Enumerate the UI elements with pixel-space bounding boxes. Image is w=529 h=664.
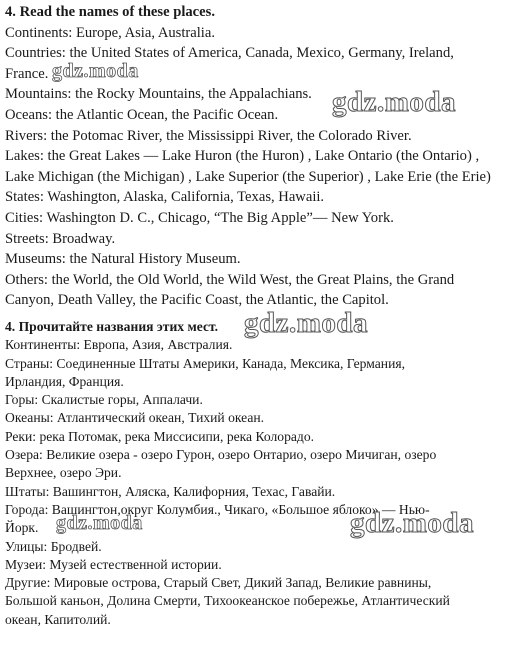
english-line-others-cont: Canyon, Death Valley, the Pacific Coast, the Atlantic, the Capitol. xyxy=(5,292,389,309)
english-line-museums: Museums: the Natural History Museum. xyxy=(5,251,241,268)
russian-line-mountains: Горы: Скалистые горы, Аппалачи. xyxy=(5,392,203,408)
russian-line-others-cont: Большой каньон, Долина Смерти, Тихоокеанское побережье, Атлантический xyxy=(5,593,450,609)
english-line-countries-cont: France. xyxy=(5,65,49,82)
english-line-oceans: Oceans: the Atlantic Ocean, the Pacific Ocean. xyxy=(5,106,279,123)
russian-line-oceans: Океаны: Атлантический океан, Тихий океан. xyxy=(5,410,265,426)
english-line-states: States: Washington, Alaska, California, Texas, Hawaii. xyxy=(5,189,325,206)
english-line-lakes-cont: Lake Michigan (the Michigan) , Lake Superior (the Superior) , Lake Erie (the Erie) xyxy=(5,168,491,185)
russian-line-cities-cont: Йорк. xyxy=(5,520,39,536)
english-heading: 4. Read the names of these places. xyxy=(5,4,215,20)
watermark: gdz.moda xyxy=(56,512,143,534)
english-line-rivers: Rivers: the Potomac River, the Mississippi River, the Colorado River. xyxy=(5,127,412,144)
english-line-continents: Continents: Europe, Asia, Australia. xyxy=(5,24,215,41)
russian-line-rivers: Реки: река Потомак, река Миссисипи, река Колорадо. xyxy=(5,428,315,444)
russian-line-states: Штаты: Вашингтон, Аляска, Калифорния, Техас, Гавайи. xyxy=(5,483,336,499)
russian-section xyxy=(5,318,525,629)
russian-line-others-cont2: океан, Капитолий. xyxy=(5,611,111,627)
russian-line-countries: Страны: Соединенные Штаты Америки, Канада, Мексика, Германия, xyxy=(5,355,405,371)
english-line-cities: Cities: Washington D. C., Chicago, “The Big Apple”— New York. xyxy=(5,209,394,226)
english-line-mountains: Mountains: the Rocky Mountains, the Appalachians. xyxy=(5,86,312,103)
english-line-streets: Streets: Broadway. xyxy=(5,230,116,247)
watermark: gdz.moda xyxy=(244,307,369,339)
russian-line-lakes-cont: Верхнее, озеро Эри. xyxy=(5,465,122,481)
english-section xyxy=(5,2,525,311)
english-line-others: Others: the World, the Old World, the Wild West, the Great Plains, the Grand xyxy=(5,271,455,288)
watermark: gdz.moda xyxy=(52,60,139,82)
watermark: gdz.moda xyxy=(332,86,457,118)
watermark: gdz.moda xyxy=(350,507,475,539)
russian-line-museums: Музеи: Музей естественной истории. xyxy=(5,556,222,572)
russian-line-countries-cont: Ирландия, Франция. xyxy=(5,373,124,389)
english-line-lakes: Lakes: the Great Lakes — Lake Huron (the Huron) , Lake Ontario (the Ontario) , xyxy=(5,148,480,165)
russian-line-continents: Континенты: Европа, Азия, Австралия. xyxy=(5,337,233,353)
english-line-countries: Countries: the United States of America, Canada, Mexico, Germany, Ireland, xyxy=(5,45,454,62)
russian-line-streets: Улицы: Бродвей. xyxy=(5,538,102,554)
russian-heading: 4. Прочитайте названия этих мест. xyxy=(5,319,219,334)
russian-line-cities: Города: Вашингтон,округ Колумбия., Чикаго, «Большое яблоко» — Нью- xyxy=(5,501,430,517)
russian-line-others: Другие: Мировые острова, Старый Свет, Дикий Запад, Великие равнины, xyxy=(5,575,432,591)
russian-line-lakes: Озера: Великие озера - озеро Гурон, озеро Онтарио, озеро Мичиган, озеро xyxy=(5,447,437,463)
